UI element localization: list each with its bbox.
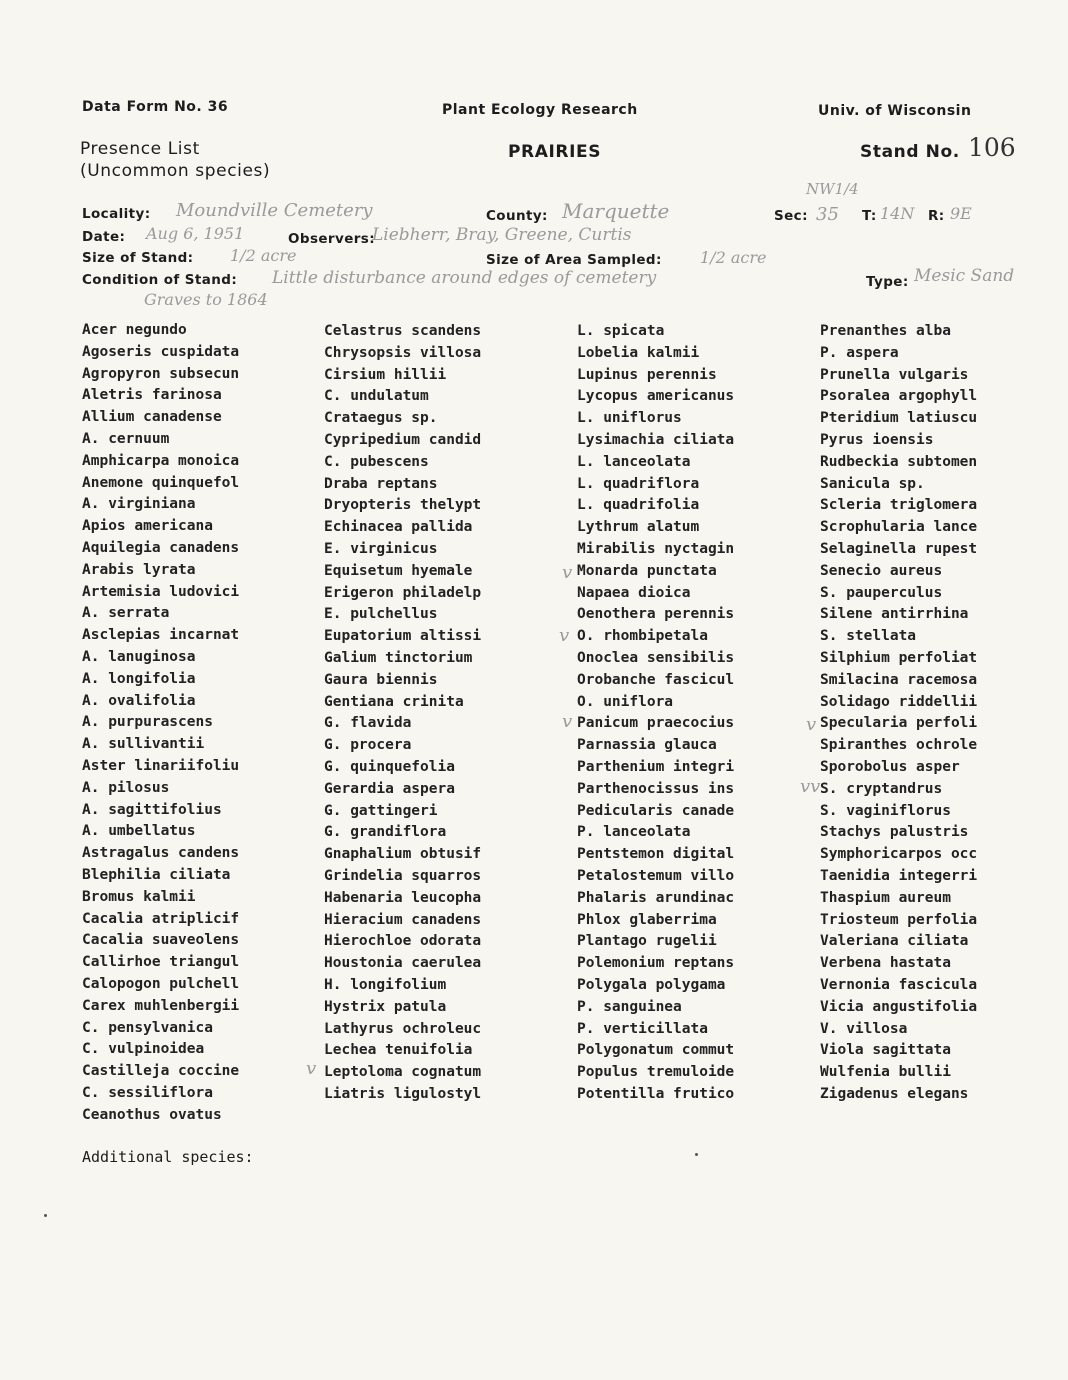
species-entry: A. pilosus xyxy=(82,779,170,796)
species-entry: Anemone quinquefol xyxy=(82,474,240,491)
species-entry: Calopogon pulchell xyxy=(82,975,240,992)
species-entry: L. uniflorus xyxy=(577,410,682,427)
species-entry: C. pensylvanica xyxy=(82,1019,213,1036)
species-entry: S. stellata xyxy=(820,628,917,645)
species-entry: Selaginella rupest xyxy=(820,540,978,557)
species-entry: Equisetum hyemale xyxy=(324,562,473,579)
species-entry: Psoralea argophyll xyxy=(820,388,978,405)
species-entry: Asclepias incarnat xyxy=(82,627,240,644)
species-entry: Chrysopsis villosa xyxy=(324,344,482,361)
check-mark: vv xyxy=(800,776,821,797)
species-entry: P. aspera xyxy=(820,344,899,361)
species-entry: L. spicata xyxy=(577,323,665,339)
type-label: Type: xyxy=(866,274,909,290)
species-entry: Prunella vulgaris xyxy=(820,366,969,383)
paper-speck xyxy=(44,1214,47,1217)
list-subtitle: (Uncommon species) xyxy=(80,161,271,181)
organization: Plant Ecology Research xyxy=(442,102,638,118)
species-entry: Wulfenia bullii xyxy=(820,1064,951,1081)
species-entry: Aster linariifoliu xyxy=(82,757,240,774)
species-entry: Aletris farinosa xyxy=(82,387,222,404)
species-entry: Lobelia kalmii xyxy=(577,344,700,361)
species-entry: Symphoricarpos occ xyxy=(820,846,978,863)
county-label: County: xyxy=(486,208,548,224)
species-entry: Specularia perfoli xyxy=(820,715,978,732)
species-entry: Cacalia atriplicif xyxy=(82,910,240,927)
species-entry: Triosteum perfolia xyxy=(820,911,978,928)
species-entry: V. villosa xyxy=(820,1020,908,1037)
condition-label: Condition of Stand: xyxy=(82,272,238,288)
species-entry: Houstonia caerulea xyxy=(324,955,482,972)
form-number: Data Form No. 36 xyxy=(82,99,229,115)
check-mark: v xyxy=(562,562,573,583)
species-entry: Thaspium aureum xyxy=(820,889,951,906)
species-entry: A. sagittifolius xyxy=(82,801,222,818)
species-entry: Eupatorium altissi xyxy=(324,628,482,645)
species-entry: Silphium perfoliat xyxy=(820,649,978,666)
species-entry: S. vaginiflorus xyxy=(820,802,951,819)
species-entry: Phlox glaberrima xyxy=(577,911,717,928)
species-entry: A. virginiana xyxy=(82,496,196,513)
species-entry: Valeriana ciliata xyxy=(820,933,969,950)
observers-label: Observers: xyxy=(288,231,376,247)
species-entry: Pyrus ioensis xyxy=(820,431,934,448)
species-entry: Aquilegia canadens xyxy=(82,539,240,556)
species-entry: Panicum praecocius xyxy=(577,715,735,732)
county-value: Marquette xyxy=(562,199,670,223)
locality-label: Locality: xyxy=(82,206,151,222)
species-entry: Draba reptans xyxy=(324,475,438,492)
species-column-1 xyxy=(82,320,239,1126)
species-entry: Callirhoe triangul xyxy=(82,954,240,971)
species-entry: Galium tinctorium xyxy=(324,649,473,666)
species-entry: Petalostemum villo xyxy=(577,867,735,884)
size-of-area-value: 1/2 acre xyxy=(700,248,767,267)
species-entry: Gnaphalium obtusif xyxy=(324,846,482,863)
species-entry: A. lanuginosa xyxy=(82,648,196,665)
check-mark: v xyxy=(562,711,573,732)
species-entry: Lechea tenuifolia xyxy=(324,1042,473,1059)
species-entry: Scrophularia lance xyxy=(820,519,978,536)
species-entry: A. cernuum xyxy=(82,430,170,447)
species-entry: Solidago riddellii xyxy=(820,693,978,710)
species-entry: A. purpurascens xyxy=(82,714,213,731)
species-entry: Amphicarpa monoica xyxy=(82,452,240,469)
species-entry: C. sessiliflora xyxy=(82,1084,213,1101)
species-entry: Pentstemon digital xyxy=(577,846,735,863)
species-entry: P. verticillata xyxy=(577,1020,708,1037)
species-entry: Oenothera perennis xyxy=(577,606,735,623)
stand-number: 106 xyxy=(968,133,1016,162)
species-entry: Pteridium latiuscu xyxy=(820,410,978,427)
species-entry: Artemisia ludovici xyxy=(82,583,240,600)
date-value: Aug 6, 1951 xyxy=(146,224,245,243)
species-entry: Hieracium canadens xyxy=(324,911,482,928)
observers-value: Liebherr, Bray, Greene, Curtis xyxy=(372,225,632,245)
species-entry: Blephilia ciliata xyxy=(82,866,231,883)
species-column-2 xyxy=(324,321,481,1106)
species-column-4 xyxy=(820,321,977,1106)
species-entry: A. serrata xyxy=(82,605,170,622)
species-entry: E. pulchellus xyxy=(324,606,438,623)
size-of-stand-label: Size of Stand: xyxy=(82,250,194,266)
species-entry: C. vulpinoidea xyxy=(82,1041,205,1058)
species-entry: Plantago rugelii xyxy=(577,933,717,950)
species-entry: Parthenium integri xyxy=(577,758,735,775)
species-entry: Lysimachia ciliata xyxy=(577,431,735,448)
species-entry: Gaura biennis xyxy=(324,671,438,688)
species-entry: Lupinus perennis xyxy=(577,366,717,383)
species-entry: Polygala polygama xyxy=(577,976,726,993)
species-entry: Sporobolus asper xyxy=(820,758,960,775)
check-mark: v xyxy=(306,1058,317,1079)
species-entry: Leptoloma cognatum xyxy=(324,1064,482,1081)
type-value: Mesic Sand xyxy=(914,266,1015,286)
species-entry: Gerardia aspera xyxy=(324,780,455,797)
species-entry: Erigeron philadelp xyxy=(324,584,482,601)
species-entry: Cirsium hillii xyxy=(324,366,447,383)
locality-value: Moundville Cemetery xyxy=(176,200,373,221)
species-entry: Vicia angustifolia xyxy=(820,998,978,1015)
species-entry: Napaea dioica xyxy=(577,584,691,601)
species-entry: Monarda punctata xyxy=(577,562,717,579)
species-entry: Astragalus candens xyxy=(82,845,240,862)
species-entry: C. undulatum xyxy=(324,388,429,405)
species-entry: Dryopteris thelypt xyxy=(324,497,482,514)
species-entry: Arabis lyrata xyxy=(82,561,196,578)
species-entry: Parthenocissus ins xyxy=(577,780,735,797)
species-entry: L. lanceolata xyxy=(577,453,691,470)
condition-value-2: Graves to 1864 xyxy=(144,290,268,309)
species-entry: Hystrix patula xyxy=(324,998,447,1015)
species-entry: Rudbeckia subtomen xyxy=(820,453,978,470)
species-entry: Grindelia squarros xyxy=(324,867,482,884)
species-entry: Orobanche fascicul xyxy=(577,671,735,688)
species-entry: Acer negundo xyxy=(82,322,187,338)
species-entry: Bromus kalmii xyxy=(82,888,196,905)
species-entry: A. sullivantii xyxy=(82,736,205,753)
species-entry: Zigadenus elegans xyxy=(820,1085,969,1102)
species-entry: G. grandiflora xyxy=(324,824,447,841)
university: Univ. of Wisconsin xyxy=(818,103,972,119)
check-mark: v xyxy=(559,625,570,646)
species-entry: Taenidia integerri xyxy=(820,867,978,884)
species-entry: S. cryptandrus xyxy=(820,780,943,797)
species-entry: Gentiana crinita xyxy=(324,693,464,710)
species-entry: A. umbellatus xyxy=(82,823,196,840)
species-entry: C. pubescens xyxy=(324,453,429,470)
species-entry: Liatris ligulostyl xyxy=(324,1085,482,1102)
species-entry: Apios americana xyxy=(82,518,213,535)
species-entry: Potentilla frutico xyxy=(577,1085,735,1102)
species-entry: H. longifolium xyxy=(324,976,447,993)
species-entry: Scleria triglomera xyxy=(820,497,978,514)
species-entry: A. longifolia xyxy=(82,670,196,687)
paper-speck xyxy=(695,1153,698,1156)
township-value: 14N xyxy=(880,204,915,223)
list-title: Presence List xyxy=(80,139,200,159)
species-entry: S. pauperculus xyxy=(820,584,943,601)
species-entry: L. quadriflora xyxy=(577,475,700,492)
size-of-area-label: Size of Area Sampled: xyxy=(486,252,662,268)
species-entry: Onoclea sensibilis xyxy=(577,649,735,666)
species-entry: Carex muhlenbergii xyxy=(82,997,240,1014)
species-entry: Lycopus americanus xyxy=(577,388,735,405)
species-entry: Lythrum alatum xyxy=(577,519,700,536)
species-entry: G. quinquefolia xyxy=(324,758,455,775)
township-label: T: xyxy=(862,208,877,224)
species-entry: P. sanguinea xyxy=(577,998,682,1015)
species-entry: A. ovalifolia xyxy=(82,692,196,709)
species-entry: G. gattingeri xyxy=(324,802,438,819)
date-label: Date: xyxy=(82,229,126,245)
species-entry: Mirabilis nyctagin xyxy=(577,540,735,557)
species-entry: Celastrus scandens xyxy=(324,323,482,339)
species-entry: Prenanthes alba xyxy=(820,323,951,339)
species-entry: Agoseris cuspidata xyxy=(82,343,240,360)
species-entry: G. flavida xyxy=(324,715,412,732)
size-of-stand-value: 1/2 acre xyxy=(230,246,297,265)
species-entry: Hierochloe odorata xyxy=(324,933,482,950)
sec-note: NW1/4 xyxy=(806,180,859,198)
range-value: 9E xyxy=(950,204,972,223)
species-entry: Lathyrus ochroleuc xyxy=(324,1020,482,1037)
sec-label: Sec: xyxy=(774,208,808,224)
species-entry: Crataegus sp. xyxy=(324,410,438,427)
additional-species-label: Additional species: xyxy=(82,1148,254,1166)
species-entry: L. quadrifolia xyxy=(577,497,700,514)
species-entry: E. virginicus xyxy=(324,540,438,557)
sec-value: 35 xyxy=(816,204,839,225)
check-mark: v xyxy=(806,714,817,735)
species-entry: Sanicula sp. xyxy=(820,475,925,492)
species-entry: Polygonatum commut xyxy=(577,1042,735,1059)
species-entry: Cypripedium candid xyxy=(324,431,482,448)
category-title: PRAIRIES xyxy=(508,142,602,162)
species-entry: Silene antirrhina xyxy=(820,606,969,623)
condition-value: Little disturbance around edges of cemetery xyxy=(272,268,657,288)
species-entry: G. procera xyxy=(324,737,412,754)
species-entry: Senecio aureus xyxy=(820,562,943,579)
species-entry: Polemonium reptans xyxy=(577,955,735,972)
species-entry: Populus tremuloide xyxy=(577,1064,735,1081)
species-entry: Stachys palustris xyxy=(820,824,969,841)
species-column-3 xyxy=(577,321,734,1106)
range-label: R: xyxy=(928,208,945,224)
species-entry: Verbena hastata xyxy=(820,955,951,972)
species-entry: Pedicularis canade xyxy=(577,802,735,819)
species-entry: Parnassia glauca xyxy=(577,737,717,754)
species-entry: Viola sagittata xyxy=(820,1042,951,1059)
species-entry: Vernonia fascicula xyxy=(820,976,978,993)
species-entry: Castilleja coccine xyxy=(82,1063,240,1080)
species-entry: O. rhombipetala xyxy=(577,628,708,645)
species-entry: Allium canadense xyxy=(82,409,222,426)
species-entry: Smilacina racemosa xyxy=(820,671,978,688)
species-entry: Spiranthes ochrole xyxy=(820,737,978,754)
species-entry: Ceanothus ovatus xyxy=(82,1106,222,1123)
species-entry: Echinacea pallida xyxy=(324,519,473,536)
species-entry: Cacalia suaveolens xyxy=(82,932,240,949)
species-entry: O. uniflora xyxy=(577,693,674,710)
species-entry: Habenaria leucopha xyxy=(324,889,482,906)
stand-label: Stand No. xyxy=(860,142,960,162)
species-entry: Phalaris arundinac xyxy=(577,889,735,906)
species-entry: P. lanceolata xyxy=(577,824,691,841)
species-entry: Agropyron subsecun xyxy=(82,365,240,382)
